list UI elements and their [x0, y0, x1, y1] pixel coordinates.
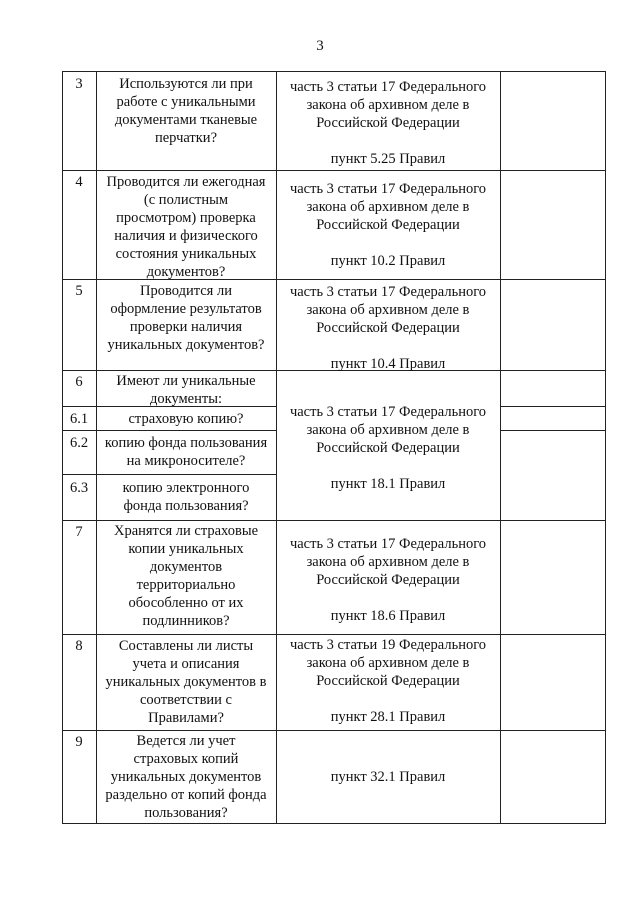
- row-divider: [62, 71, 606, 72]
- question-text: Проводится ли оформление результатов проверки наличия уникальных документов?: [107, 283, 265, 353]
- row-number: 4: [75, 174, 83, 190]
- row-divider: [62, 474, 276, 475]
- column-divider: [500, 71, 501, 824]
- column-divider: [605, 71, 606, 824]
- row-number: 7: [75, 524, 83, 540]
- row-divider: [62, 730, 606, 731]
- question-text: Хранятся ли страховые копии уникальных документов территориально обособленно от их подлинников?: [113, 523, 259, 629]
- question-text: Проводится ли ежегодная (с полистным просмотром) проверка наличия и физического состояния уникальных документов?: [106, 174, 266, 280]
- row-number: 6.1: [69, 411, 89, 427]
- row-number: 8: [75, 638, 83, 654]
- legal-basis: часть 3 статьи 17 Федерального закона об архивном деле в Российской Федерации пункт 10.2 Правил: [289, 181, 487, 269]
- question-text: копию фонда пользования на микроносителе?: [104, 435, 268, 469]
- row-divider: [500, 406, 606, 407]
- question-text: Имеют ли уникальные документы:: [116, 373, 256, 407]
- legal-basis: часть 3 статьи 19 Федерального закона об архивном деле в Российской Федерации пункт 28.1 Правил: [289, 637, 487, 725]
- legal-basis: часть 3 статьи 17 Федерального закона об архивном деле в Российской Федерации пункт 18.6 Правил: [289, 536, 487, 624]
- row-divider: [62, 170, 606, 171]
- question-text: Ведется ли учет страховых копий уникальных документов раздельно от копий фонда пользования?: [105, 733, 267, 821]
- row-divider: [62, 634, 606, 635]
- question-text: страховую копию?: [128, 411, 244, 427]
- question-text: Составлены ли листы учета и описания уникальных документов в соответствии с Правилами?: [105, 638, 267, 726]
- row-divider: [500, 430, 606, 431]
- page-number: 3: [316, 38, 324, 54]
- question-text: копию электронного фонда пользования?: [122, 480, 250, 514]
- row-divider: [62, 520, 606, 521]
- row-number: 3: [75, 76, 83, 92]
- legal-basis: часть 3 статьи 17 Федерального закона об архивном деле в Российской Федерации пункт 10.4 Правил: [289, 284, 487, 372]
- question-text: Используются ли при работе с уникальными документами тканевые перчатки?: [114, 76, 258, 146]
- legal-basis: часть 3 статьи 17 Федерального закона об архивном деле в Российской Федерации пункт 5.25 Правил: [289, 79, 487, 167]
- row-number: 9: [75, 734, 83, 750]
- row-number: 5: [75, 283, 83, 299]
- legal-basis: пункт 32.1 Правил: [330, 769, 446, 785]
- row-number: 6: [75, 374, 83, 390]
- row-number: 6.2: [69, 435, 89, 451]
- legal-basis: часть 3 статьи 17 Федерального закона об архивном деле в Российской Федерации пункт 18.1 Правил: [289, 404, 487, 492]
- row-divider: [62, 430, 276, 431]
- row-divider: [62, 823, 606, 824]
- row-number: 6.3: [69, 480, 89, 496]
